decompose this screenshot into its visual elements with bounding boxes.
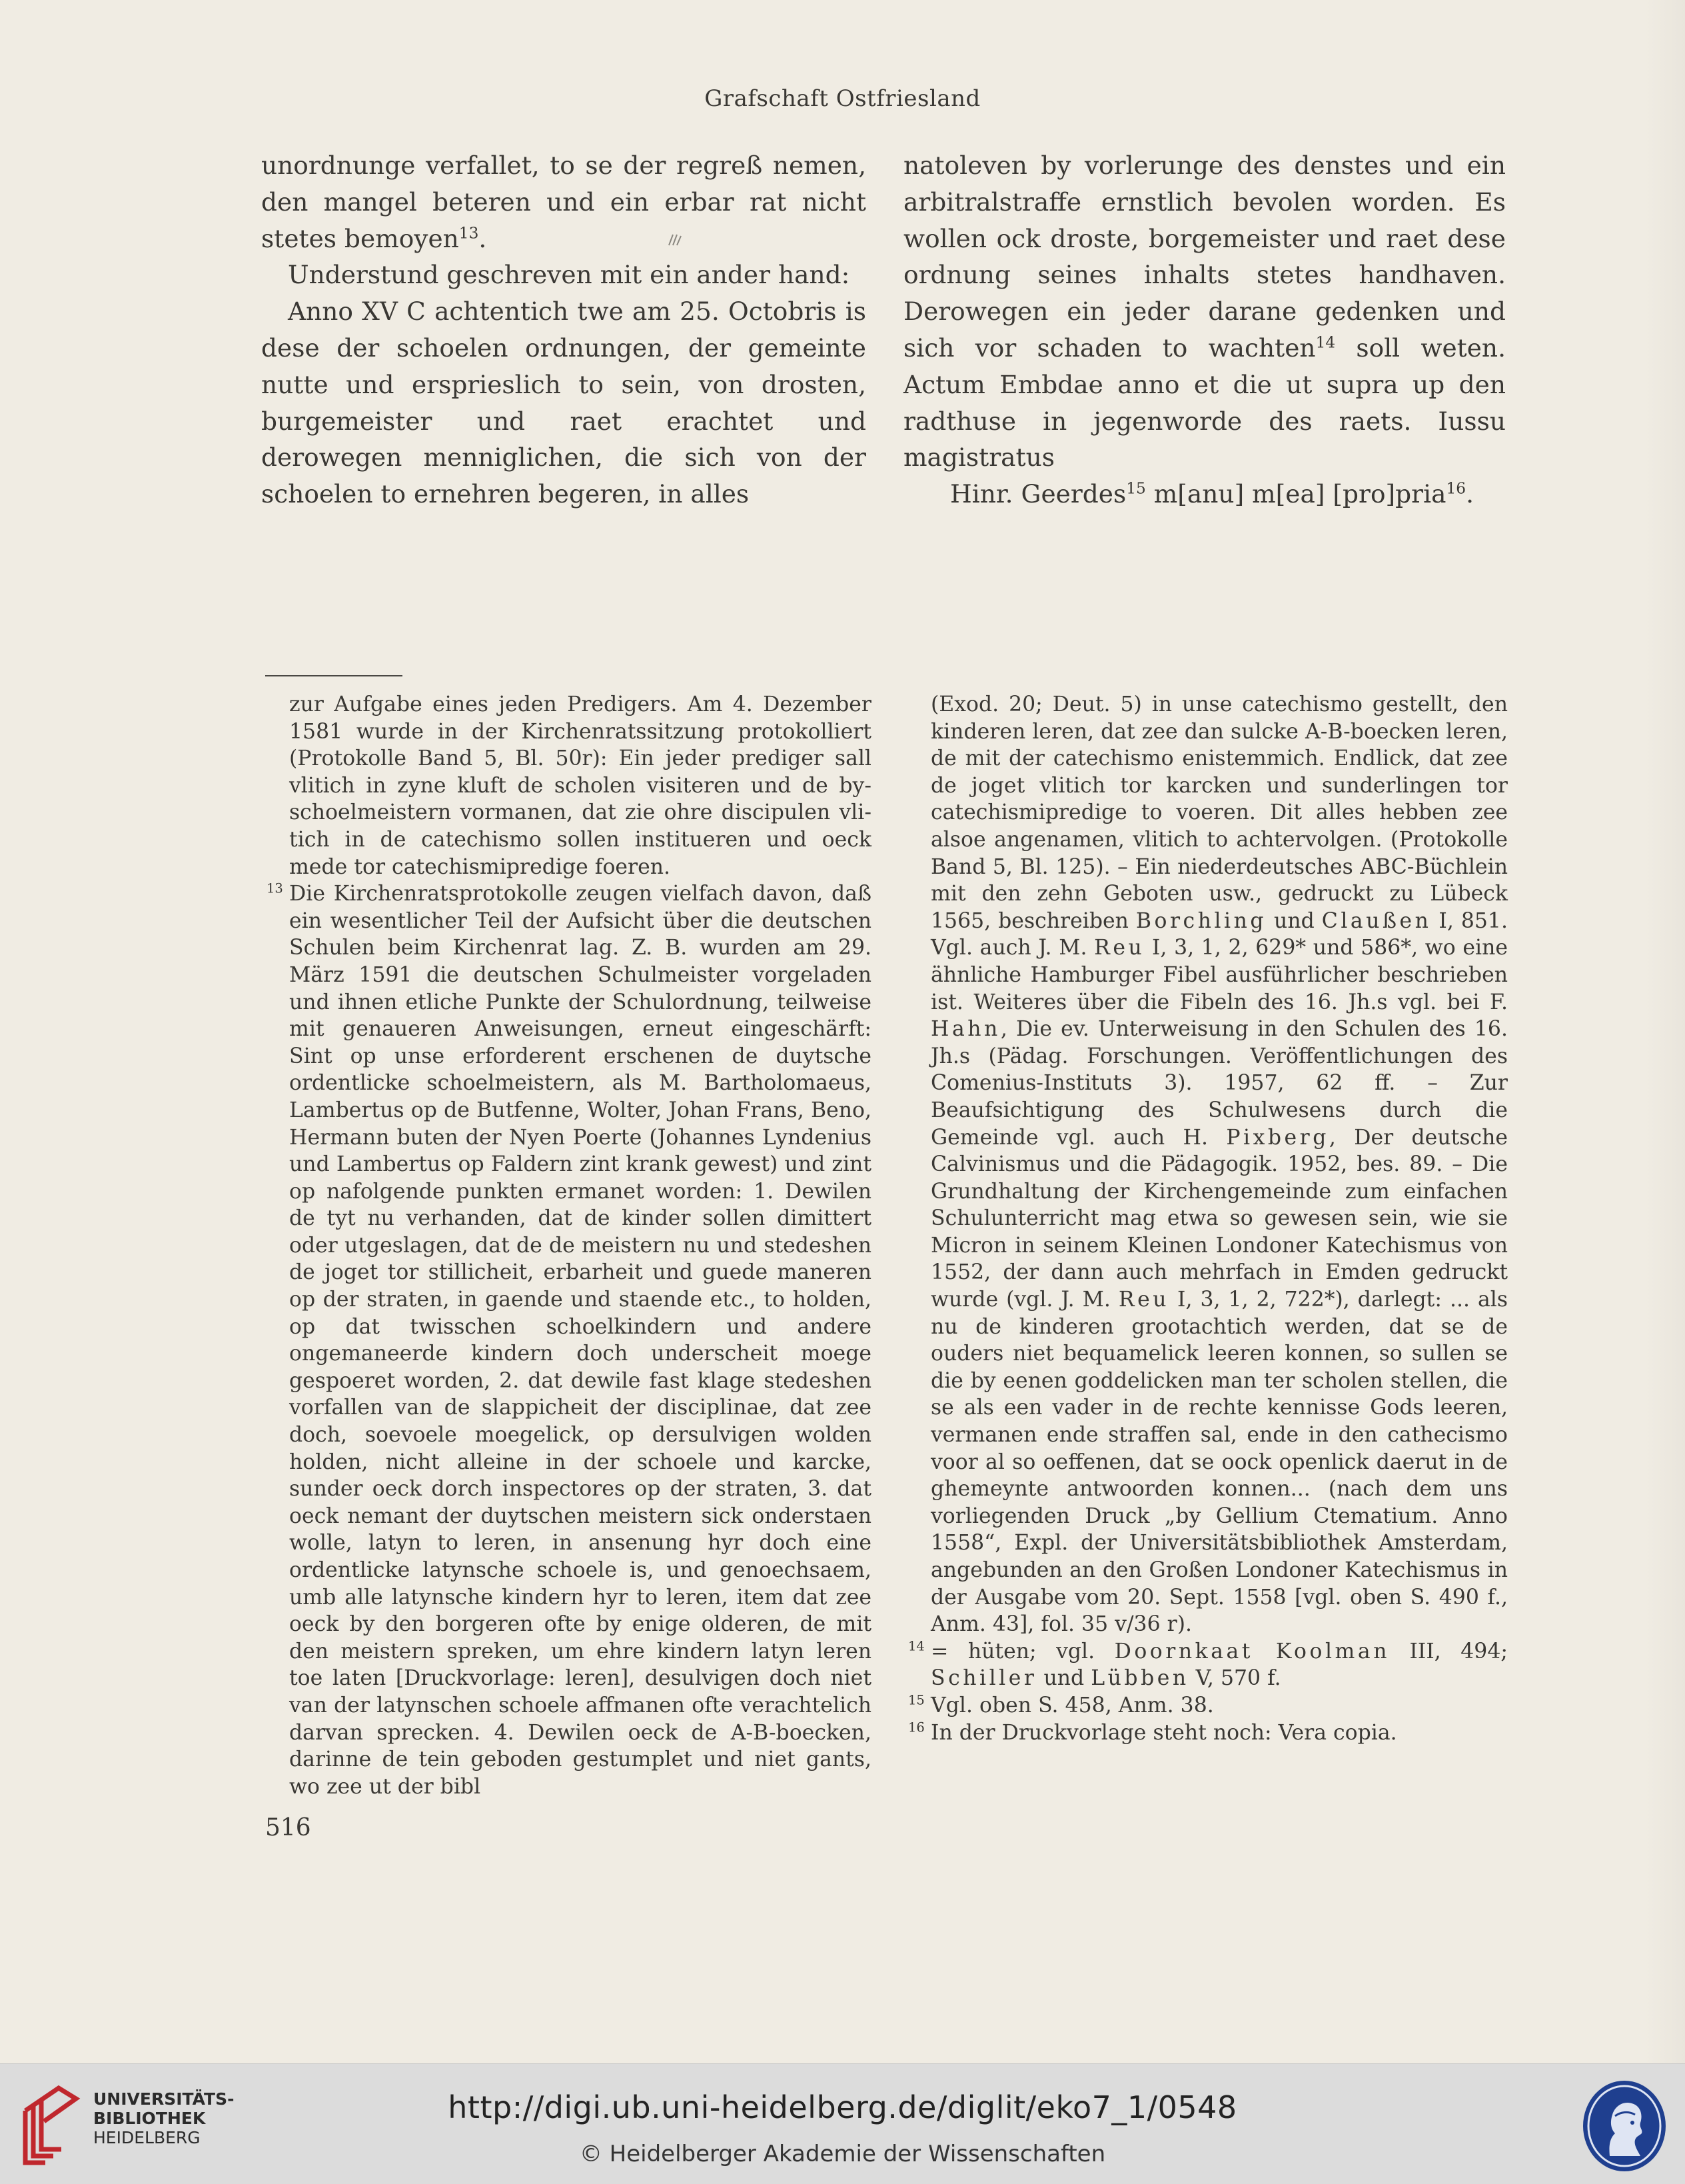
signature-line: Hinr. Geerdes$^{15}$ m[anu] m[ea] [pro]pria$^{16}$.	[950, 479, 1474, 509]
footnote-separator	[265, 675, 402, 676]
footnote-16: $^{16}$ In der Druckvorlage steht noch: Vera copia.	[908, 1719, 1397, 1745]
main-text-left-column	[261, 147, 866, 513]
main-paragraph: Understund geschreven mit ein ander hand:	[288, 260, 850, 290]
footnote-continuation: zur Aufgabe eines jeden Predigers. Am 4. Dezember 1581 wurde in der Kirchenratssitzung protokolliert (Protokolle Band 5, Bl. 50r): Ein jeder prediger sall vlitich in zyne kluft de scholen visiteren und de byschoelmeistern vormanen, dat zie ohre discipulen vlitich in de catechismo sollen institueren und oeck mede tor catechismipredige foeren.	[289, 692, 871, 879]
footnote-ref[interactable]: 15	[1126, 479, 1146, 498]
footnote-14: $^{14}$ = hüten; vgl. Doornkaat Koolman III, 494; Schiller und Lübben V, 570 f.	[908, 1638, 1508, 1691]
library-name[interactable]: UNIVERSITÄTS- BIBLIOTHEK HEIDELBERG	[93, 2089, 235, 2147]
copyright-notice: © Heidelberger Akademie der Wissenschaften	[579, 2141, 1106, 2167]
main-paragraph: natoleven by vorlerunge des denstes und ein arbitralstraffe ernstlich bevolen worden. Es wollen ock droste, borgemeister und raet dese ordnung seines inhalts stetes handhaven. Derowegen ein jeder darane gedenken und sich vor schaden to wachten$^{14}$ soll weten. Actum Embdae anno et die ut supra up den radthuse in jegenworde des raets. Iussu magistratus	[903, 151, 1506, 473]
main-paragraph: Anno XV C achtentich twe am 25. Octobris is dese der schoelen ordnungen, der gemeinte nutte und ersprieslich to sein, von drosten, burgemeister und raet erachtet und derowegen menniglichen, die sich von der schoelen to ernehren begeren, in alles	[261, 297, 866, 509]
footnote-ref[interactable]: 16	[1446, 479, 1466, 498]
footnote-15: $^{15}$ Vgl. oben S. 458, Anm. 38.	[908, 1692, 1214, 1717]
footnote-13: $^{13}$ Die Kirchenratsprotokolle zeugen vielfach davon, daß ein wesentlicher Teil der Aufsicht über die deutschen Schulen beim Kirchenrat lag. Z. B. wurden am 29. März 1591 die deutschen Schulmeister vorgeladen und ihnen etliche Punkte der Schulordnung, teilweise mit genaueren Anweisungen, erneut eingeschärft: Sint op unse erforderent erschenen de duytsche ordentlicke schoelmeistern, als M. Bartholomaeus, Lambertus op de Butfenne, Wolter, Johan Frans, Beno, Hermann buten der Nyen Poerte (Johannes Lyndenius und Lambertus op Faldern zint krank gewest) und zint op nafolgende punkten ermanet worden: 1. Dewilen de tyt nu verhanden, dat de kinder sollen dimittert oder utgeslagen, dat de de meistern nu und stedeshen de joget tor stillicheit, erbarheit und guede maneren op der straten, in gaende und staende etc., to holden, op dat twisschen schoelkindern und andere ongemaneerde kindern doch underscheit moege gespoeret worden, 2. dat dewile fast klage stedeshen vorfallen van de slappicheit der disciplinae, dat zee doch, soevoele moegelick, op dersulvigen wolden holden, nicht alleine in der schoele und karcke, sunder oeck dorch inspectores op der straten, 3. dat oeck nemant der duytschen meistern sick onderstaen wolle, latyn to leren, in ansenung hyr doch eine ordentlicke latynsche schoele is, und genoechsaem, umb alle latynsche kindern hyr to leren, item dat zee oeck by den borgeren ofte by enige olderen, de mit den meistern spreken, um ehre kindern latyn leren toe laten [Druckvorlage: leren], desulvigen doch niet van der latynschen schoele affmanen ofte verachtelich darvan sprecken. 4. Dewilen oeck de A-B-boecken, darinne de tein geboden gestumplet und niet gants, wo zee ut der bibl	[267, 880, 871, 1799]
footnotes-left-column	[267, 691, 871, 1800]
page-edge-shadow	[1645, 0, 1685, 2063]
pencil-mark-icon	[666, 231, 684, 248]
footnote-ref[interactable]: 13	[458, 224, 479, 243]
footnote-ref[interactable]: 14	[1315, 333, 1336, 352]
main-text-right-column	[903, 147, 1506, 513]
footnotes-right-column	[908, 691, 1508, 1746]
footnote-continuation: (Exod. 20; Deut. 5) in unse catechismo gestellt, den kinderen leren, dat zee dan sulcke A-B-boecken leren, de mit der catechismo enistemmich. Endlick, dat zee de joget vlitich tor karcken und sunderlingen tor catechismipredige to voeren. Dit alles hebben zee alsoe angenamen, vlitich to achtervolgen. (Protokolle Band 5, Bl. 125). – Ein niederdeutsches ABC-Büchlein mit den zehn Geboten usw., gedruckt zu Lübeck 1565, beschreiben Borchling und Claußen I, 851. Vgl. auch J. M. Reu I, 3, 1, 2, 629* und 586*, wo eine ähnliche Hamburger Fibel ausführlicher beschrieben ist. Weiteres über die Fibeln des 16. Jh.s vgl. bei F. Hahn, Die ev. Unterweisung in den Schulen des 16. Jh.s (Pädag. Forschungen. Veröffentlichungen des Comenius-Instituts 3). 1957, 62 ff. – Zur Beaufsichtigung des Schulwesens durch die Gemeinde vgl. auch H. Pixberg, Der deutsche Calvinismus und die Pädagogik. 1952, bes. 89. – Die Grundhaltung der Kirchengemeinde zum einfachen Schulunterricht mag etwa so gewesen sein, wie sie Micron in seinem Kleinen Londoner Katechismus von 1552, der dann auch mehrfach in Emden gedruckt wurde (vgl. J. M. Reu I, 3, 1, 2, 722*), darlegt: ... als nu de kinderen grootachtich werden, dat se de ouders niet bequamelick leeren konnen, so sullen se die by eenen goddelicken man ter scholen stellen, die se als een vader in de rechte kennisse Gods leeren, vermanen ende straffen sal, ende in den cathecismo voor al so oeffenen, dat se oock openlick daerut in de ghemeynte antwoorden konnen... (nach dem uns vorliegenden Druck „by Gellium Ctematium. Anno 1558“, Expl. der Universitätsbibliothek Amsterdam, angebunden an den Großen Londoner Katechismus in der Ausgabe vom 20. Sept. 1558 [vgl. oben S. 490 f., Anm. 43], fol. 35 v/36 r).	[931, 692, 1508, 1637]
viewer-footer	[0, 2063, 1685, 2184]
running-head: Grafschaft Ostfriesland	[704, 85, 981, 112]
permalink-url[interactable]: http://digi.ub.uni-heidelberg.de/diglit/eko7_1/0548	[448, 2089, 1237, 2125]
academy-seal-icon[interactable]	[1578, 2076, 1671, 2176]
main-paragraph: unordnunge verfallet, to se der regreß nemen, den mangel beteren und ein erbar rat nicht stetes bemoyen$^{13}$.	[261, 151, 866, 253]
page-number: 516	[265, 1814, 311, 1841]
